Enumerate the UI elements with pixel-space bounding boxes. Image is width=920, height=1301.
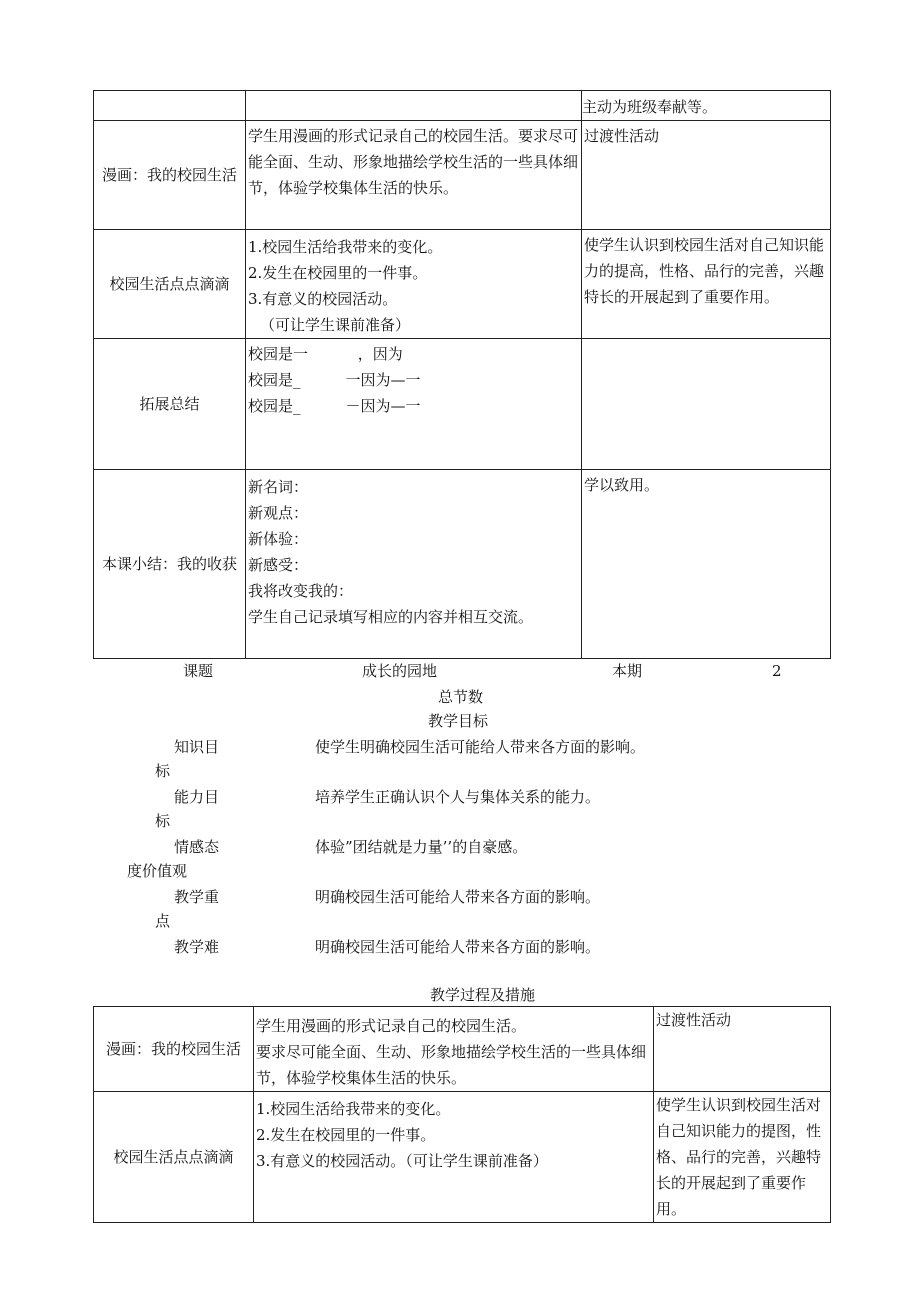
list-item: 学生自己记录填写相应的内容并相互交流。: [248, 608, 534, 626]
cell-label: 漫画：我的校园生活: [105, 1040, 241, 1058]
process-title: 教学过程及措施: [430, 986, 536, 1004]
cell-text: 过渡性活动: [656, 1011, 732, 1029]
cell-text: 学以致用。: [584, 476, 660, 494]
table-cell: [582, 470, 831, 659]
table-cell: [246, 339, 582, 470]
lesson-table-1: [93, 90, 831, 659]
cell-text: 使学生认识到校园生活对自己知识能力的提高，性格、品行的完善，兴趣特长的开展起到了重要作用。: [584, 236, 825, 306]
list-item: 3.有意义的校园活动。（可让学生课前准备）: [256, 1152, 548, 1170]
total-lessons-label: 总节数: [438, 688, 484, 706]
lesson-table-2: [93, 1006, 831, 1223]
cell-label: 本课小结：我的收获: [102, 555, 238, 573]
table-cell: [94, 91, 246, 121]
topic-value: 成长的园地: [362, 662, 438, 680]
table-cell: [246, 91, 582, 121]
table-row: [94, 339, 831, 470]
period-label: 本期: [612, 662, 643, 680]
list-item: 3.有意义的校园活动。: [248, 290, 398, 308]
cell-text: 学生用漫画的形式记录自己的校园生活。要求尽可能全面、生动、形象地描绘学校生活的一些具体细节，体验学校集体生活的快乐。: [248, 127, 579, 197]
cell-label: 校园生活点点滴滴: [113, 1148, 234, 1166]
table-row: [94, 1092, 831, 1223]
list-item: 校园是_ 一因为—一: [248, 371, 421, 389]
list-item: 新体验：: [248, 530, 309, 548]
table-row: [94, 230, 831, 339]
table-cell-label: [94, 230, 246, 339]
table-cell: [254, 1092, 654, 1223]
objective-label: 标: [155, 812, 171, 830]
objective-label: 情感态: [174, 838, 220, 856]
cell-text: 主动为班级奉献等。: [582, 98, 718, 116]
objective-text: 明确校园生活可能给人带来各方面的影响。: [315, 888, 601, 906]
objectives-title: 教学目标: [428, 712, 489, 730]
objective-label: 能力目: [174, 788, 220, 806]
cell-text: 过渡性活动: [584, 127, 660, 145]
table-cell: [582, 121, 831, 230]
cell-text: 使学生认识到校园生活对自己知识能力的提图，性格、品行的完善，兴趣特长的开展起到了重要作用。: [656, 1096, 822, 1218]
objective-label: 度价值观: [127, 862, 188, 880]
table-cell-label: [94, 339, 246, 470]
list-item: 校园是一 ，因为: [248, 345, 403, 363]
table-cell-label: [94, 1007, 254, 1092]
table-cell-label: [94, 1092, 254, 1223]
objective-text: 明确校园生活可能给人带来各方面的影响。: [315, 938, 601, 956]
list-item: 2.发生在校园里的一件事。: [248, 264, 428, 282]
table-cell: [582, 91, 831, 121]
list-item: 新观点：: [248, 504, 309, 522]
cell-text: 学生用漫画的形式记录自己的校园生活。: [256, 1017, 527, 1035]
cell-label: 拓展总结: [139, 395, 200, 413]
topic-label: 课题: [183, 662, 214, 680]
table-cell: [246, 230, 582, 339]
table-cell-label: [94, 121, 246, 230]
objective-label: 教学重: [174, 888, 220, 906]
objective-text: 体验”团结就是力量’’的自豪感。: [315, 838, 528, 856]
objective-label: 教学难: [174, 938, 220, 956]
objective-label: 点: [155, 912, 171, 930]
list-item: 新名词：: [248, 478, 309, 496]
list-item: 校园是_ －因为—一: [248, 397, 421, 415]
list-item: 2.发生在校园里的一件事。: [256, 1126, 436, 1144]
objective-label: 标: [155, 762, 171, 780]
table-cell: [582, 230, 831, 339]
list-item: 我将改变我的：: [248, 582, 354, 600]
table-row: [94, 470, 831, 659]
table-cell: [654, 1092, 831, 1223]
table-cell: [654, 1007, 831, 1092]
period-value: 2: [772, 662, 782, 680]
objective-label: 知识目: [174, 738, 220, 756]
table-cell: [246, 121, 582, 230]
list-item: （可让学生课前准备）: [260, 316, 411, 334]
table-cell: [582, 339, 831, 470]
list-item: 1.校园生活给我带来的变化。: [256, 1100, 451, 1118]
objective-text: 培养学生正确认识个人与集体关系的能力。: [315, 788, 601, 806]
table-row: [94, 1007, 831, 1092]
table-row: [94, 121, 831, 230]
table-cell-label: [94, 470, 246, 659]
table-cell: [246, 470, 582, 659]
cell-text: 要求尽可能全面、生动、形象地描绘学校生活的一些具体细节，体验学校集体生活的快乐。: [256, 1043, 647, 1087]
objective-text: 使学生明确校园生活可能给人带来各方面的影响。: [315, 738, 646, 756]
list-item: 新感受：: [248, 556, 309, 574]
cell-label: 漫画：我的校园生活: [102, 166, 238, 184]
table-row: [94, 91, 831, 121]
list-item: 1.校园生活给我带来的变化。: [248, 238, 443, 256]
cell-label: 校园生活点点滴滴: [109, 275, 230, 293]
table-cell: [254, 1007, 654, 1092]
